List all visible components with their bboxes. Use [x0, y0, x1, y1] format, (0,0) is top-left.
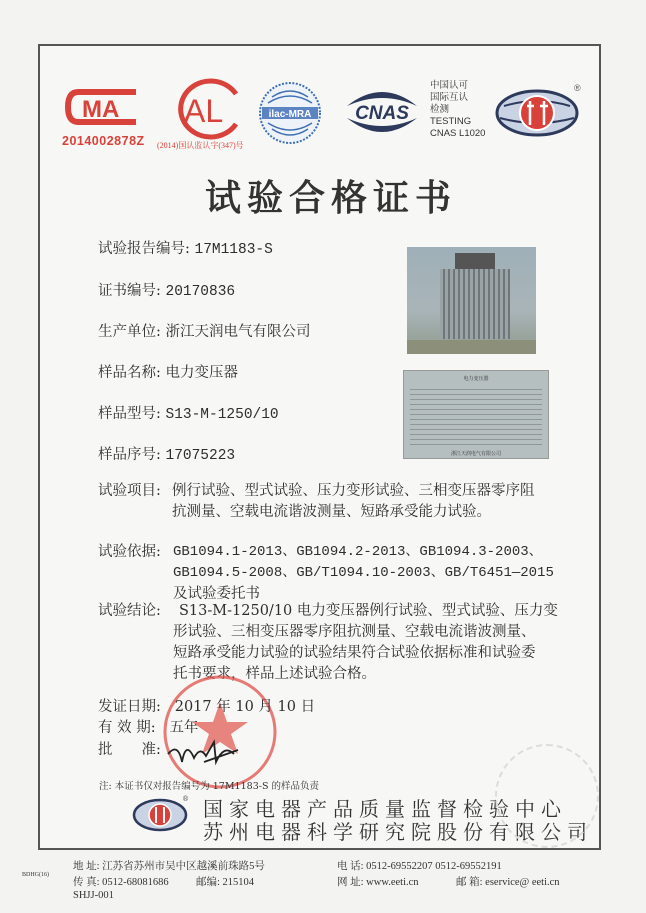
registered-mark-footer: ® [182, 795, 189, 803]
issue-date-row [98, 697, 315, 718]
conclusion-line: S13-M-1250/10 电力变压器例行试验、型式试验、压力变 [179, 603, 558, 619]
issue-date-value: 2017 年 10 月 10 日 [174, 699, 316, 715]
test-basis-line: GB1094.5-2008、GB/T1094.10-2003、GB/T6451—2015 [173, 565, 554, 581]
nameplate-photo [403, 370, 549, 459]
ilac-mra-logo [258, 81, 322, 145]
sample-name-value: 电力变压器 [165, 365, 238, 381]
sample-model-label: 样品型号: [98, 406, 161, 422]
cnas-caption-line: 检测 [430, 104, 450, 115]
registered-mark: ® [574, 83, 581, 93]
sample-model-value: S13-M-1250/10 [165, 407, 279, 423]
eeti-logo-footer [132, 798, 188, 832]
cert-no-row [98, 281, 235, 303]
manufacturer-value: 浙江天润电气有限公司 [165, 324, 311, 340]
conclusion-line: 托书要求，样品上述试验合格。 [173, 666, 376, 682]
manufacturer-row [98, 322, 311, 343]
cal-logo [170, 78, 242, 140]
cert-no-value: 20170836 [165, 284, 236, 300]
svg-text:MA: MA [82, 96, 120, 123]
test-items-line: 例行试验、型式试验、压力变形试验、三相变压器零序阻 [172, 483, 535, 499]
footer-doc-code: SHJJ-001 [73, 890, 114, 901]
cnas-caption-line: 国际互认 [430, 92, 469, 103]
org-name-2: 苏州电器科学研究院股份有限公司 [203, 820, 593, 844]
footer-postcode: 邮编: 215104 [196, 877, 255, 888]
conclusion-line: 形试验、三相变压器零序阻抗测量、空载电流谐波测量、 [173, 624, 536, 640]
eeti-globe-logo [494, 88, 580, 138]
cma-code: 2014002878Z [62, 134, 145, 148]
nameplate-title: 电力变压器 [463, 376, 489, 382]
conclusion-line: 短路承受能力试验的试验结果符合试验依据标准和试验委 [173, 645, 536, 661]
test-basis-line: GB1094.1-2013、GB1094.2-2013、GB1094.3-2003、 [173, 544, 543, 560]
cal-code: (2014)国认监认字(347)号 [157, 141, 244, 150]
footer-code: BDHG(16) [22, 872, 49, 878]
test-items-value [172, 481, 535, 523]
org-name-1: 国家电器产品质量监督检验中心 [203, 797, 567, 821]
test-basis-line: 及试验委托书 [173, 586, 260, 602]
validity-value: 五年 [169, 720, 199, 736]
footer-address: 地 址: 江苏省苏州市吴中区越溪前珠路5号 [73, 861, 265, 872]
footer-phone: 电 话: 0512-69552207 0512-69552191 [337, 861, 502, 872]
sample-model-row [98, 404, 279, 426]
cert-no-label: 证书编号: [98, 283, 161, 299]
report-no-value: 17M1183-S [194, 242, 273, 258]
report-no-row [98, 239, 273, 261]
cnas-caption-line: 中国认可 [430, 80, 469, 91]
sample-name-row [98, 363, 238, 384]
page-title: 试验合格证书 [205, 178, 458, 219]
cma-logo [64, 86, 148, 128]
test-items-line: 抗测量、空载电流谐波测量、短路承受能力试验。 [172, 504, 491, 520]
svg-text:AL: AL [184, 93, 224, 129]
embossed-seal [495, 744, 599, 848]
transformer-photo [407, 247, 536, 354]
sample-serial-value: 17075223 [165, 448, 236, 464]
footer-fax: 传 真: 0512-68081686 [73, 877, 169, 888]
svg-text:ilac-MRA: ilac-MRA [268, 109, 312, 120]
cnas-caption-line: CNAS L1020 [430, 128, 486, 139]
sample-name-label: 样品名称: [98, 365, 161, 381]
cnas-logo [341, 84, 423, 140]
certificate-note: 注: 本证书仅对报告编号为 17M1183-S 的样品负责 [99, 781, 319, 792]
approved-row [98, 740, 161, 761]
cnas-caption [430, 80, 485, 140]
signature [164, 732, 244, 772]
test-basis-label: 试验依据: [98, 544, 161, 560]
sample-serial-label: 样品序号: [98, 447, 161, 463]
conclusion-label: 试验结论: [98, 603, 161, 619]
cnas-caption-line: TESTING [430, 116, 472, 127]
test-basis-value [173, 542, 554, 605]
report-no-label: 试验报告编号: [98, 241, 190, 257]
footer-email: 邮 箱: eservice@ eeti.cn [456, 877, 560, 888]
issue-date-label: 发证日期: [98, 699, 161, 715]
test-items-label: 试验项目: [98, 483, 161, 499]
sample-serial-row [98, 445, 235, 467]
nameplate-footer: 浙江天润电气有限公司 [450, 451, 501, 457]
approved-label: 批 准: [98, 742, 161, 758]
footer-website: 网 址: www.eeti.cn [337, 877, 419, 888]
manufacturer-label: 生产单位: [98, 324, 161, 340]
validity-label: 有 效 期: [98, 720, 156, 736]
svg-text:CNAS: CNAS [355, 103, 409, 124]
